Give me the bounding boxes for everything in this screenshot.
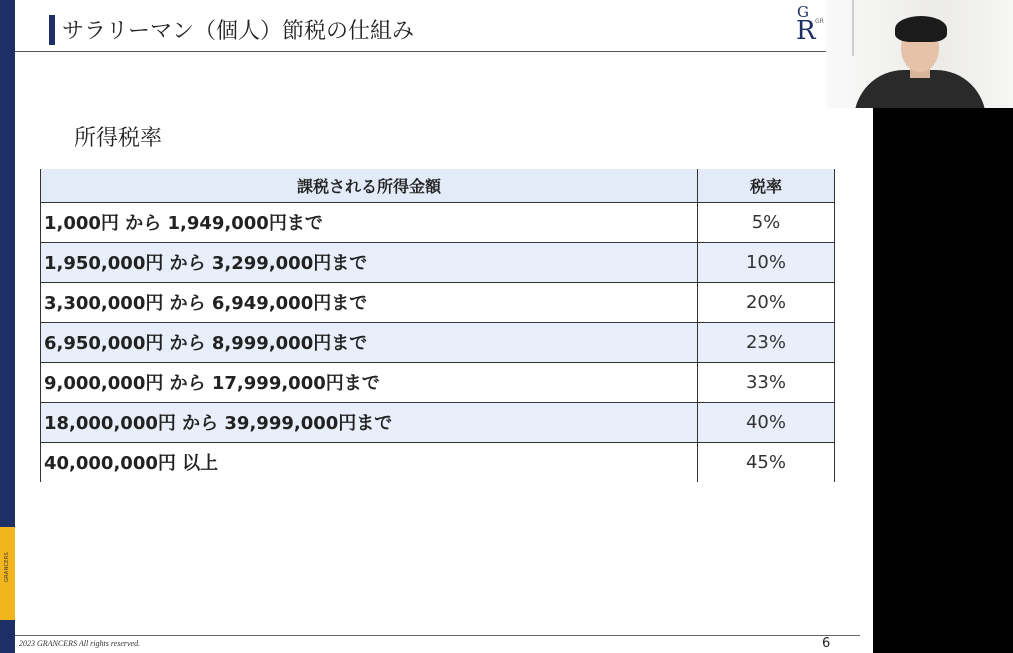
footer-divider: [15, 635, 860, 636]
income-range-cell: 6,950,000円 から 8,999,000円まで: [41, 322, 698, 362]
title-accent-bar: [49, 15, 55, 45]
table-row: [41, 362, 835, 402]
table-header-row: [41, 169, 835, 202]
grancers-logo: [795, 3, 825, 45]
tax-rate-cell: 10%: [698, 242, 835, 282]
slide-title: サラリーマン（個人）節税の仕組み: [62, 19, 415, 44]
tax-rate-cell: 40%: [698, 402, 835, 442]
table-row: [41, 402, 835, 442]
tax-rate-cell: 45%: [698, 442, 835, 482]
tax-rate-cell: 33%: [698, 362, 835, 402]
table-row: [41, 442, 835, 482]
side-bar-brand-text: GRANCERS: [4, 552, 10, 583]
income-range-cell: 9,000,000円 から 17,999,000円まで: [41, 362, 698, 402]
logo-letter-g: G: [797, 3, 809, 21]
presenter-webcam-video: [826, 0, 1013, 108]
webcam-door-edge: [852, 0, 854, 56]
presenter-hair: [895, 16, 947, 42]
table-row: [41, 202, 835, 242]
income-tax-rate-table: [40, 169, 835, 482]
table-row: [41, 322, 835, 362]
logo-small-text: GR: [815, 18, 824, 25]
logo-letter-r: R: [796, 16, 816, 46]
tax-rate-cell: 20%: [698, 282, 835, 322]
tax-rate-cell: 23%: [698, 322, 835, 362]
income-range-cell: 18,000,000円 から 39,999,000円まで: [41, 402, 698, 442]
income-range-cell: 1,950,000円 から 3,299,000円まで: [41, 242, 698, 282]
title-divider: [15, 51, 860, 52]
header-taxable-income: 課税される所得金額: [41, 169, 698, 202]
income-range-cell: 1,000円 から 1,949,000円まで: [41, 202, 698, 242]
table-row: [41, 282, 835, 322]
section-heading: 所得税率: [74, 126, 163, 151]
header-tax-rate: 税率: [698, 169, 835, 202]
income-range-cell: 3,300,000円 から 6,949,000円まで: [41, 282, 698, 322]
tax-rate-cell: 5%: [698, 202, 835, 242]
table-row: [41, 242, 835, 282]
page-number: 6: [822, 636, 831, 651]
footer-copyright: 2023 GRANCERS All rights reserved.: [19, 639, 141, 648]
income-range-cell: 40,000,000円 以上: [41, 442, 698, 482]
